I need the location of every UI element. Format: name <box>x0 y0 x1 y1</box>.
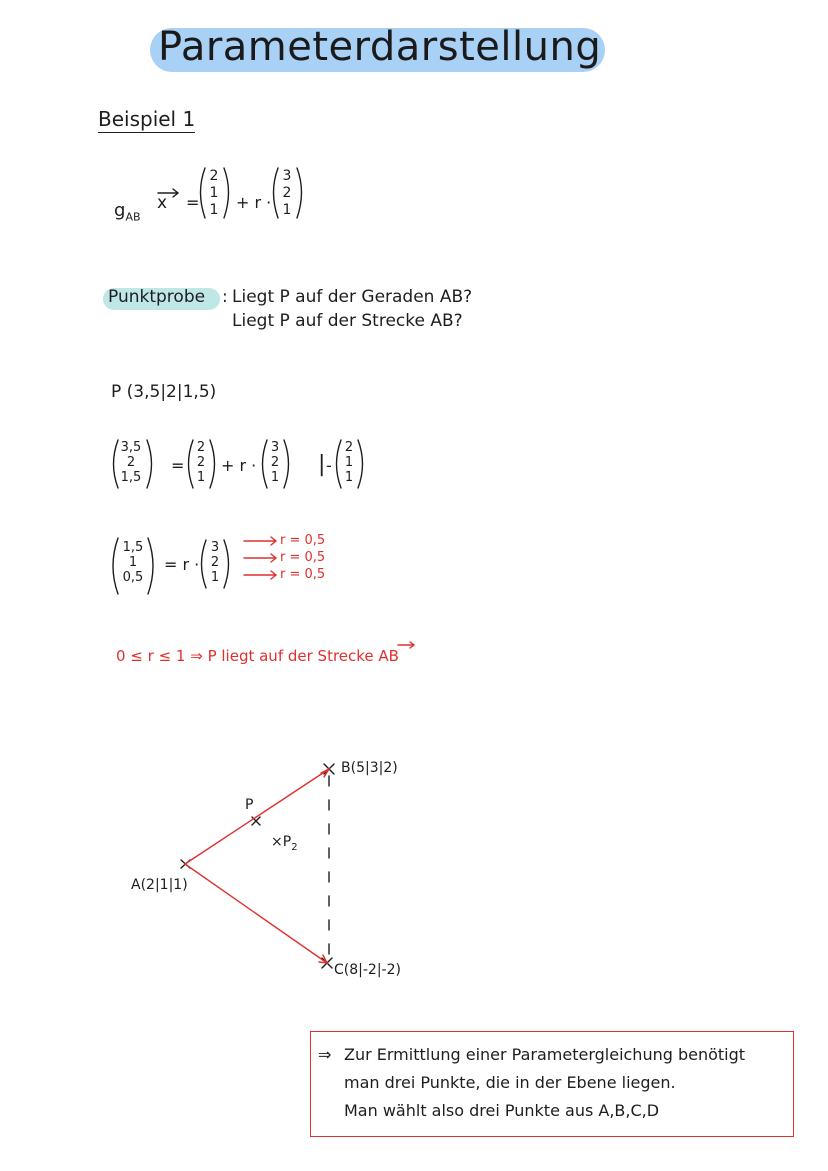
bracket <box>114 440 119 488</box>
step1-support-y: 2 <box>196 455 206 470</box>
segment-ac <box>185 864 327 963</box>
step2-lhs-z: 0,5 <box>122 570 144 585</box>
bracket <box>148 538 153 594</box>
label-p2-sub: 2 <box>291 841 298 853</box>
label-a: A(2|1|1) <box>131 877 188 893</box>
step2-direction-x: 3 <box>210 540 220 555</box>
step1-lhs-y: 2 <box>126 455 136 470</box>
step2-direction-z: 1 <box>210 570 220 585</box>
label-b: B(5|3|2) <box>341 760 398 776</box>
step1-subtract-z: 1 <box>344 470 354 485</box>
line-eq-sign: = <box>186 193 200 212</box>
ab-vector-arrow <box>398 642 414 648</box>
step1-support-z: 1 <box>196 470 206 485</box>
label-c: C(8|-2|-2) <box>334 962 401 978</box>
bracket <box>284 440 289 488</box>
condition-text: 0 ≤ r ≤ 1 ⇒ P liegt auf der Strecke AB <box>116 647 399 665</box>
result-r-1: r = 0,5 <box>280 533 326 548</box>
bracket <box>224 540 229 588</box>
step1-support-x: 2 <box>196 440 206 455</box>
step1-direction-y: 2 <box>270 455 280 470</box>
bracket <box>224 168 229 218</box>
bracket <box>263 440 268 488</box>
line-name-letter: g <box>114 200 126 221</box>
result-arrow-2 <box>244 554 276 562</box>
bracket <box>358 440 363 488</box>
line-plus-r: + r · <box>236 193 272 212</box>
bracket <box>202 540 207 588</box>
conclusion-line-1: Zur Ermittlung einer Parametergleichung benötigt <box>344 1045 746 1064</box>
result-r-3: r = 0,5 <box>280 567 326 582</box>
punktprobe-colon: : <box>222 287 228 307</box>
step1-eq: = <box>171 456 185 475</box>
example-heading: Beispiel 1 <box>98 107 196 131</box>
bracket <box>201 168 206 218</box>
step2-lhs-y: 1 <box>128 555 138 570</box>
line-var-x: x <box>157 193 168 213</box>
vector-arrow <box>158 189 178 197</box>
conclusion-line-3: Man wählt also drei Punkte aus A,B,C,D <box>344 1101 660 1120</box>
punktprobe-label: Punktprobe <box>108 287 206 307</box>
label-p: P <box>245 797 254 813</box>
step1-bar: | <box>318 452 326 477</box>
bracket <box>297 168 302 218</box>
step2-lhs-x: 1,5 <box>122 540 144 555</box>
bracket <box>337 440 342 488</box>
result-r-2: r = 0,5 <box>280 550 326 565</box>
question-segment: Liegt P auf der Strecke AB? <box>232 311 463 331</box>
direction-x: 3 <box>282 168 292 184</box>
result-arrow-3 <box>244 571 276 579</box>
step1-minus: - <box>326 456 332 475</box>
point-p: P (3,5|2|1,5) <box>111 382 217 402</box>
direction-y: 2 <box>282 185 292 201</box>
conclusion-line-2: man drei Punkte, die in der Ebene liegen. <box>344 1073 676 1092</box>
step1-lhs-x: 3,5 <box>120 440 142 455</box>
bracket <box>210 440 215 488</box>
page-title: Parameterdarstellung <box>158 24 602 70</box>
result-arrow-1 <box>244 537 276 545</box>
conclusion-arrow: ⇒ <box>318 1045 332 1064</box>
segment-ab <box>185 769 329 864</box>
bracket <box>147 440 152 488</box>
step1-direction-z: 1 <box>270 470 280 485</box>
step1-lhs-z: 1,5 <box>120 470 142 485</box>
line-name-sub: AB <box>125 210 141 224</box>
bracket <box>274 168 279 218</box>
support-y: 1 <box>209 185 219 201</box>
bracket <box>189 440 194 488</box>
step1-plus-r: + r · <box>221 456 257 475</box>
question-line: Liegt P auf der Geraden AB? <box>232 287 473 307</box>
bracket <box>113 538 118 594</box>
step1-direction-x: 3 <box>270 440 280 455</box>
direction-z: 1 <box>282 202 292 218</box>
step2-direction-y: 2 <box>210 555 220 570</box>
step1-subtract-x: 2 <box>344 440 354 455</box>
step1-subtract-y: 1 <box>344 455 354 470</box>
support-x: 2 <box>209 168 219 184</box>
label-p2-text: ×P <box>271 834 292 850</box>
support-z: 1 <box>209 202 219 218</box>
step2-eq-r: = r · <box>164 555 200 574</box>
